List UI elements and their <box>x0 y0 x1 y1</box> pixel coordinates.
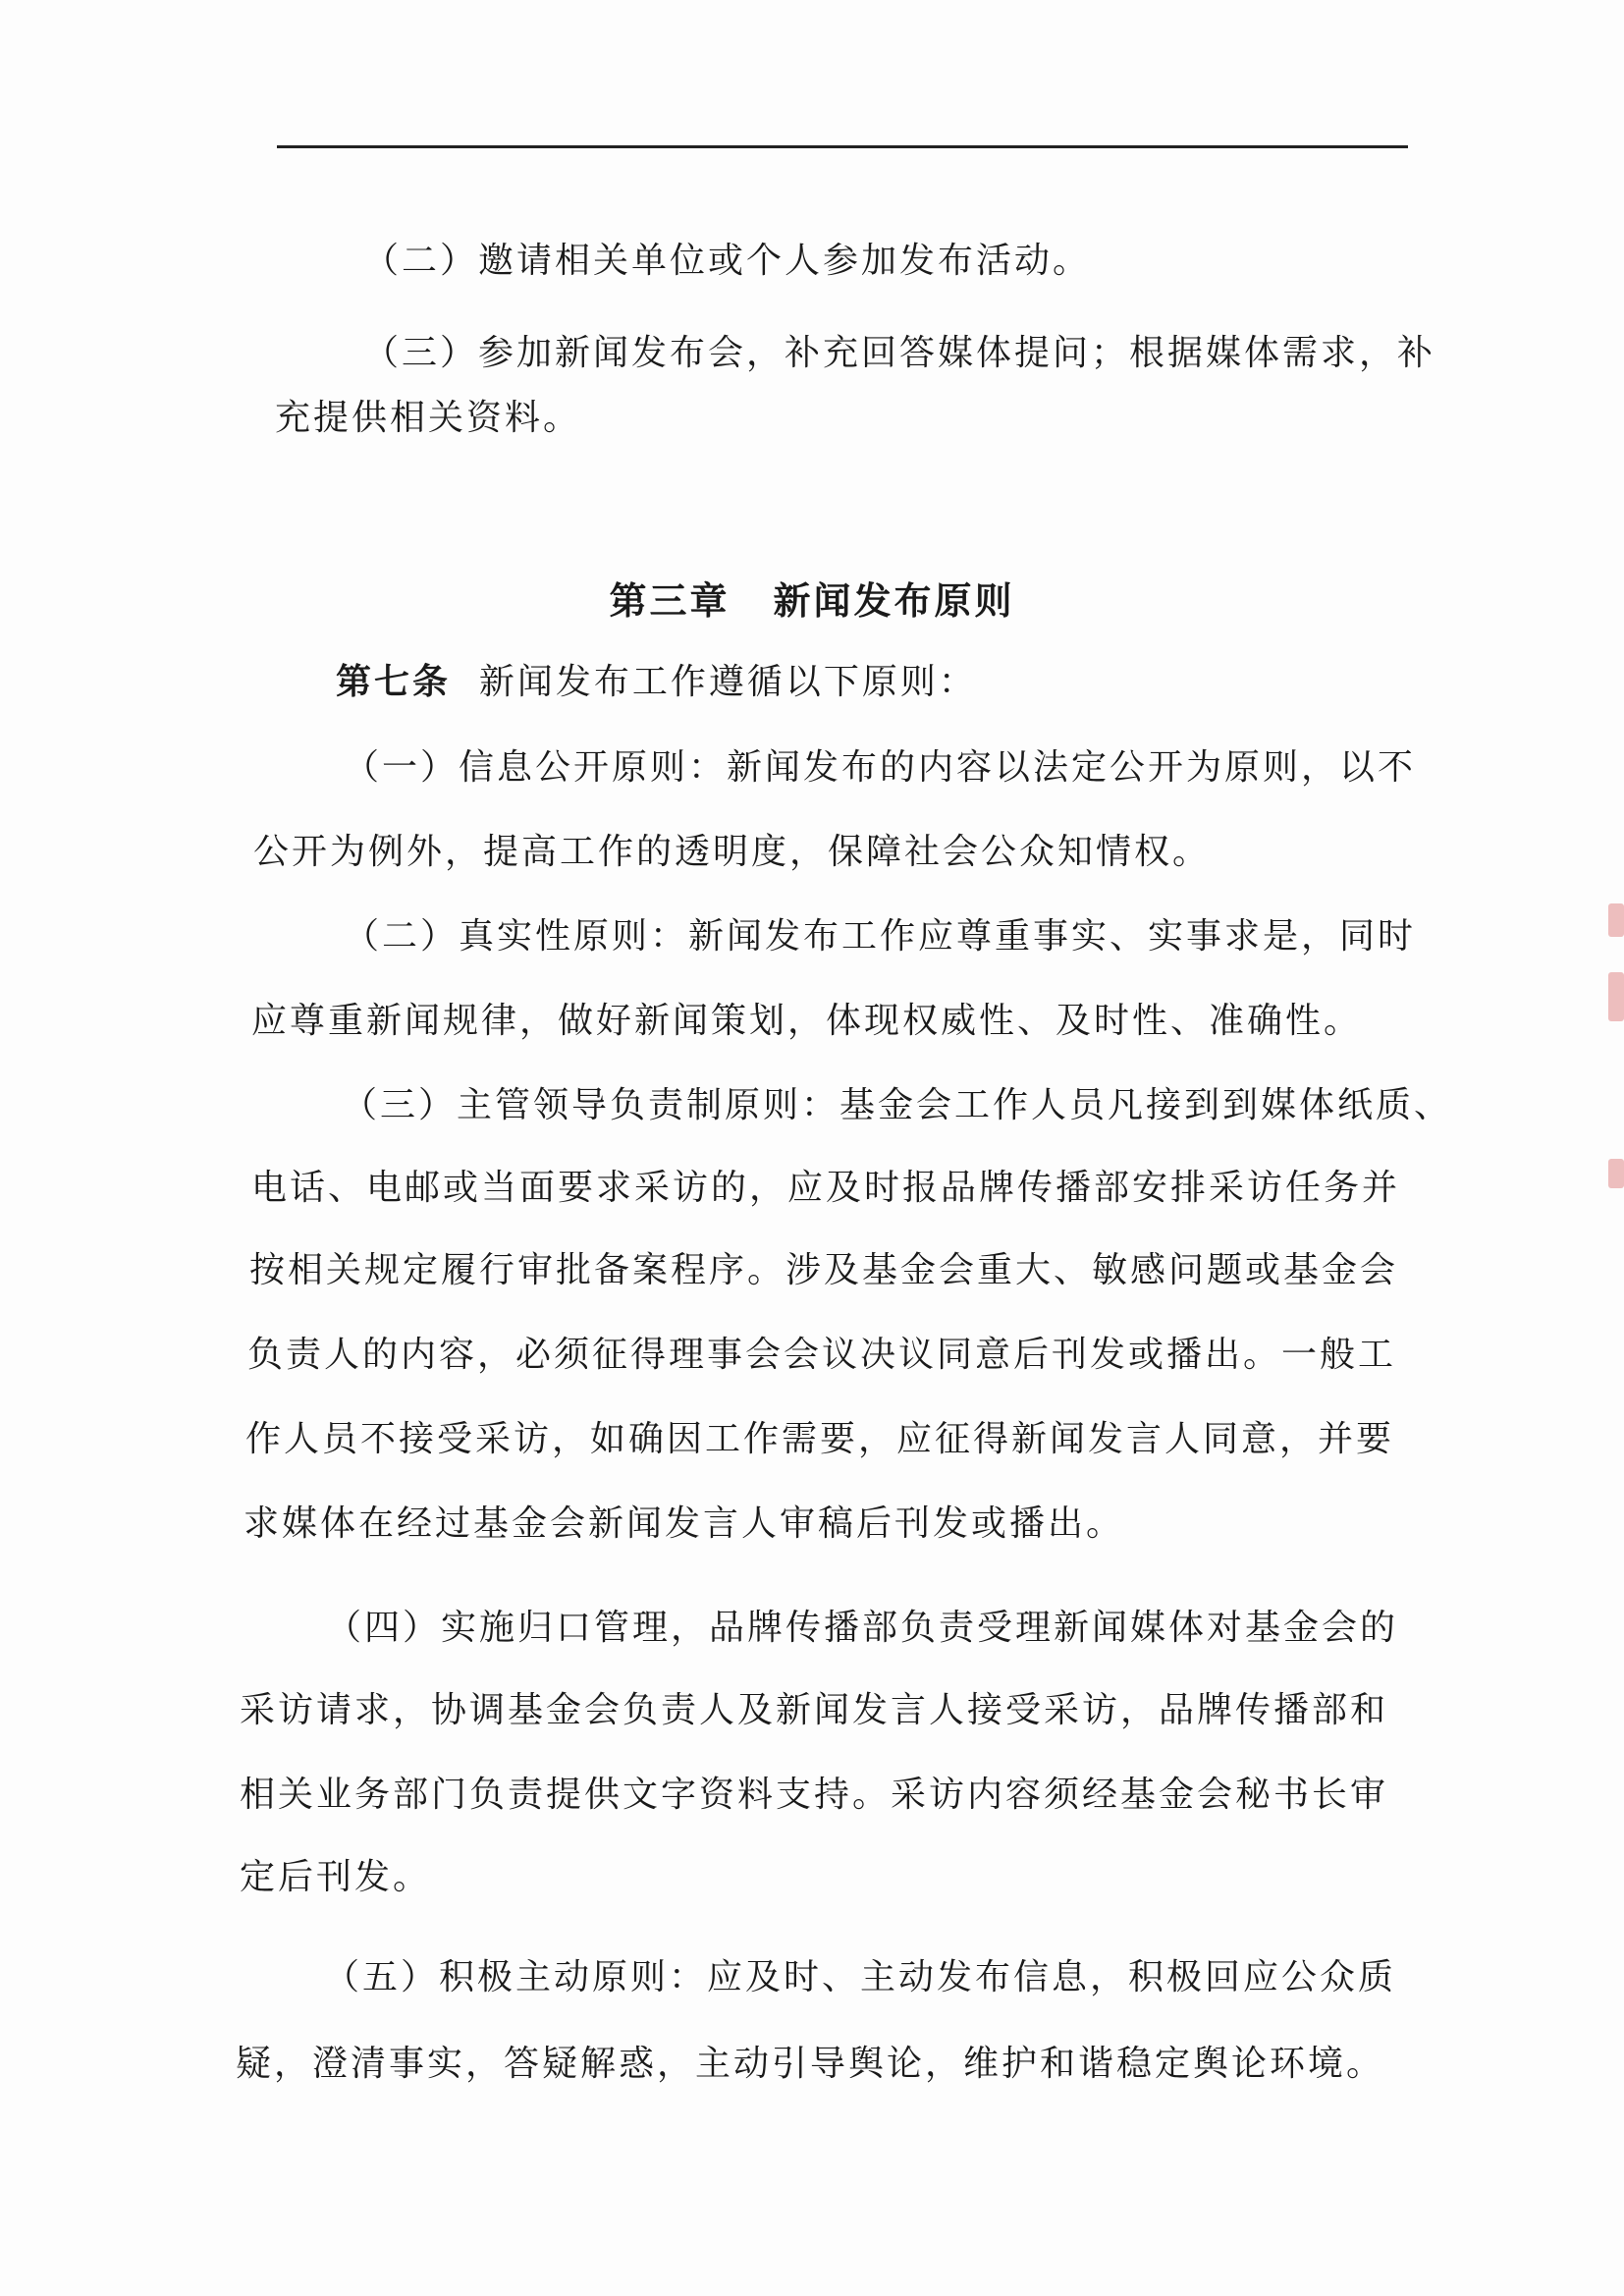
principle-3-line-2: 电话、电邮或当面要求采访的，应及时报品牌传播部安排采访任务并 <box>251 1168 1401 1208</box>
principle-4-line-1: （四）实施归口管理，品牌传播部负责受理新闻媒体对基金会的 <box>326 1608 1399 1648</box>
chapter-title <box>0 577 1624 625</box>
principle-1-line-1: （一）信息公开原则：新闻发布的内容以法定公开为原则，以不 <box>344 747 1417 788</box>
chapter-name: 新闻发布原则 <box>773 578 1015 623</box>
principle-4-line-4: 定后刊发。 <box>240 1857 432 1897</box>
item-3-line-1: （三）参加新闻发布会，补充回答媒体提问；根据媒体需求，补 <box>363 333 1436 373</box>
principle-3-line-6: 求媒体在经过基金会新闻发言人审稿后刊发或播出。 <box>244 1503 1125 1544</box>
seal-fragment <box>1608 903 1624 937</box>
principle-4-line-3: 相关业务部门负责提供文字资料支持。采访内容须经基金会秘书长审 <box>240 1775 1389 1815</box>
principle-3-line-3: 按相关规定履行审批备案程序。涉及基金会重大、敏感问题或基金会 <box>249 1250 1399 1290</box>
article-number: 第七条 <box>336 661 452 702</box>
principle-2-line-1: （二）真实性原则：新闻发布工作应尊重事实、实事求是，同时 <box>344 916 1417 957</box>
article-intro: 新闻发布工作遵循以下原则： <box>478 662 977 702</box>
principle-1-line-2: 公开为例外，提高工作的透明度，保障社会公众知情权。 <box>253 832 1212 872</box>
seal-fragment <box>1608 1159 1624 1188</box>
item-3-line-2: 充提供相关资料。 <box>275 398 582 438</box>
principle-5-line-1: （五）积极主动原则：应及时、主动发布信息，积极回应公众质 <box>324 1957 1397 1997</box>
article-heading <box>336 660 977 704</box>
principle-3-line-4: 负责人的内容，必须征得理事会会议决议同意后刊发或播出。一般工 <box>247 1335 1397 1375</box>
header-rule <box>277 145 1408 148</box>
item-2-line: （二）邀请相关单位或个人参加发布活动。 <box>363 241 1092 281</box>
chapter-number: 第三章 <box>609 578 731 623</box>
seal-fragment <box>1608 972 1624 1021</box>
principle-5-line-2: 疑，澄清事实，答疑解惑，主动引导舆论，维护和谐稳定舆论环境。 <box>236 2044 1385 2084</box>
principle-2-line-2: 应尊重新闻规律，做好新闻策划，体现权威性、及时性、准确性。 <box>251 1001 1363 1041</box>
principle-3-line-1: （三）主管领导负责制原则：基金会工作人员凡接到到媒体纸质、 <box>342 1085 1453 1125</box>
principle-4-line-2: 采访请求，协调基金会负责人及新闻发言人接受采访，品牌传播部和 <box>240 1690 1389 1730</box>
principle-3-line-5: 作人员不接受采访，如确因工作需要，应征得新闻发言人同意，并要 <box>245 1419 1395 1459</box>
